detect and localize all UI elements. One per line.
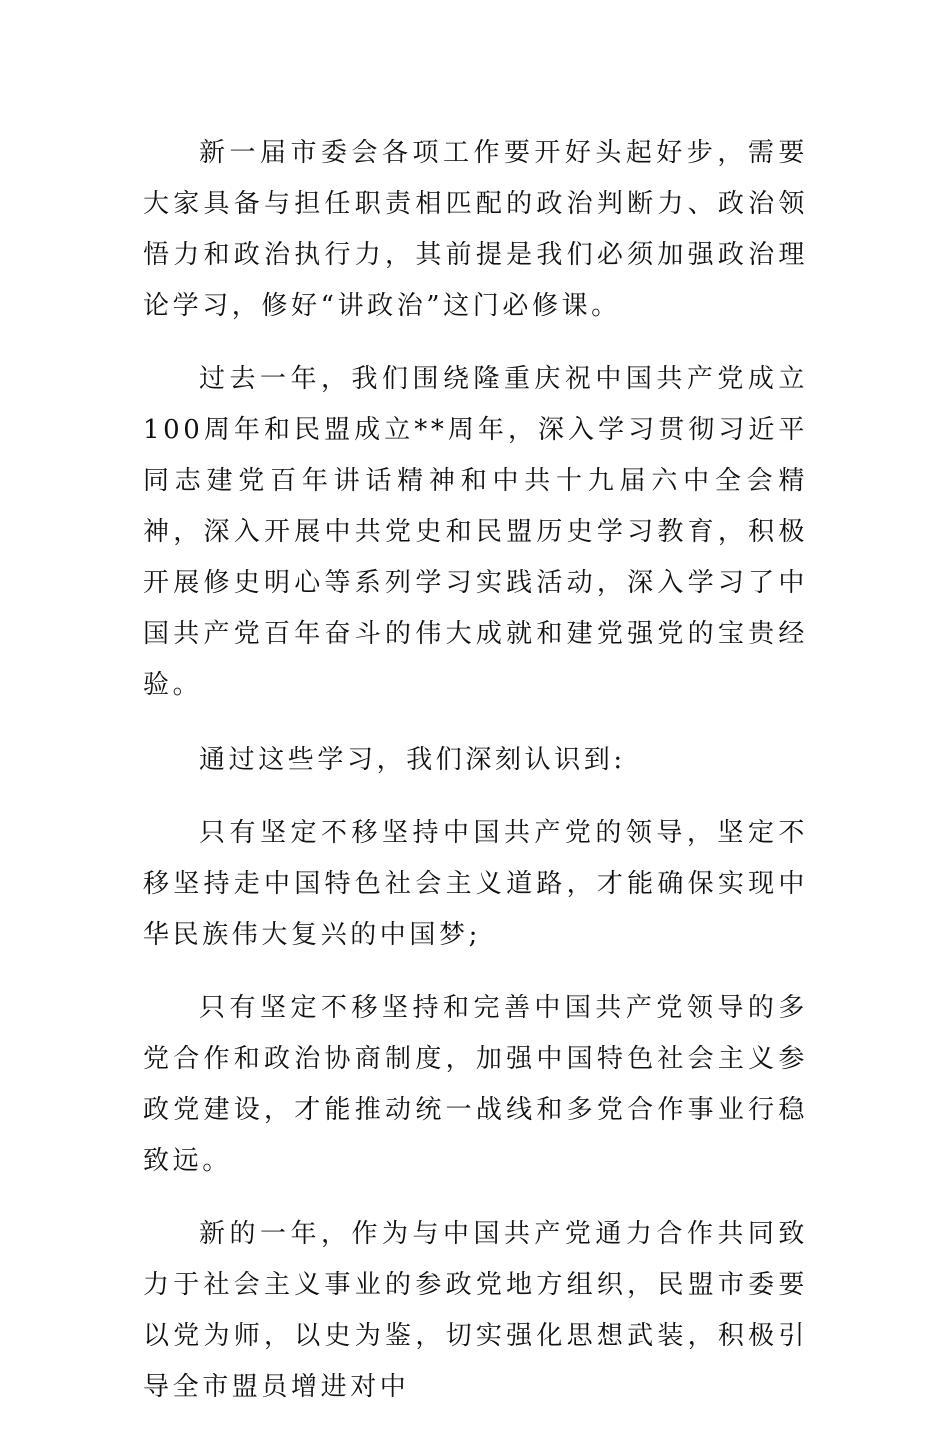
paragraph-1: 新一届市委会各项工作要开好头起好步，需要大家具备与担任职责相匹配的政治判断力、政治领悟力和政治执行力，其前提是我们必须加强政治理论学习，修好“讲政治”这门必修课。 [143,138,808,321]
paragraph-4: 只有坚定不移坚持中国共产党的领导，坚定不移坚持走中国特色社会主义道路，才能确保实现中华民族伟大复兴的中国梦; [143,818,808,950]
paragraph-2: 过去一年，我们围绕隆重庆祝中国共产党成立100周年和民盟成立**周年，深入学习贯彻习近平同志建党百年讲话精神和中共十九届六中全会精神，深入开展中共党史和民盟历史学习教育，积极开展修史明心等系列学习实践活动，深入学习了中国共产党百年奋斗的伟大成就和建党强党的宝贵经验。 [143,364,808,700]
paragraph-6: 新的一年，作为与中国共产党通力合作共同致力于社会主义事业的参政党地方组织，民盟市委要以党为师，以史为鉴，切实强化思想武装，积极引导全市盟员增进对中 [143,1219,808,1402]
paragraph-3: 通过这些学习，我们深刻认识到: [199,745,626,775]
document-body [143,128,808,1435]
paragraph-5: 只有坚定不移坚持和完善中国共产党领导的多党合作和政治协商制度，加强中国特色社会主义参政党建设，才能推动统一战线和多党合作事业行稳致远。 [143,993,808,1176]
